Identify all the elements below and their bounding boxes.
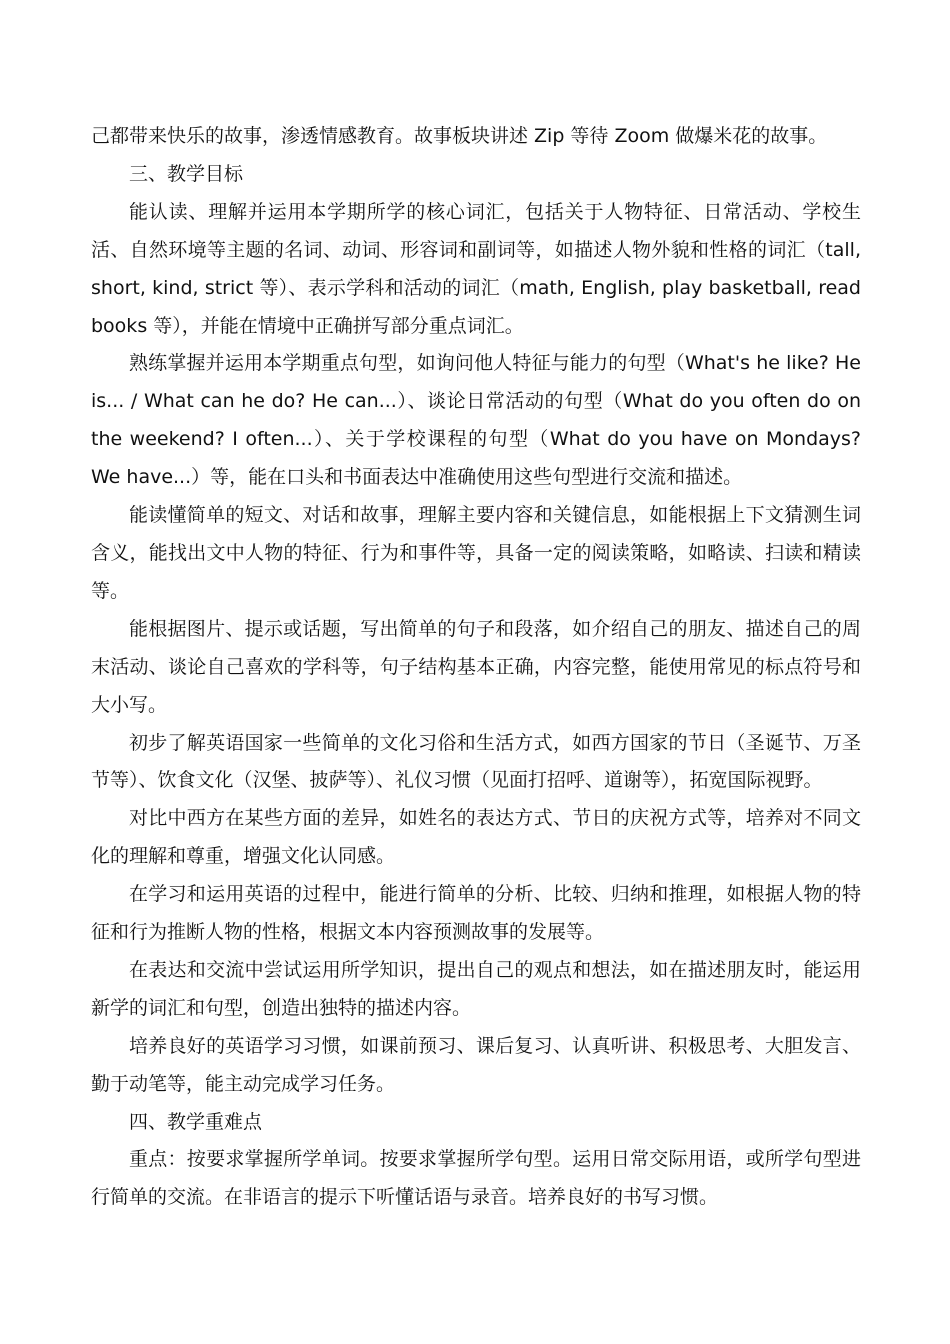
section-heading-teaching-goals: 三、教学目标: [129, 162, 244, 185]
body-paragraph: 培养良好的英语学习习惯，如课前预习、课后复习、认真听讲、积极思考、大胆发言、勤于动笔等，能主动完成学习任务。: [91, 1034, 861, 1095]
body-paragraph: 在表达和交流中尝试运用所学知识，提出自己的观点和想法，如在描述朋友时，能运用新学的词汇和句型，创造出独特的描述内容。: [91, 958, 861, 1019]
body-paragraph: 熟练掌握并运用本学期重点句型，如询问他人特征与能力的句型（What's he like? He is... / What can he do? He can...）、谈论日常活动的句型（What do you often do on the weekend? I often...）、关于学校课程的句型（What do you have on Mondays? We have...）等，能在口头和书面表达中准确使用这些句型进行交流和描述。: [91, 352, 861, 489]
body-paragraph: 对比中西方在某些方面的差异，如姓名的表达方式、节日的庆祝方式等，培养对不同文化的理解和尊重，增强文化认同感。: [91, 807, 861, 868]
body-paragraph: 初步了解英语国家一些简单的文化习俗和生活方式，如西方国家的节日（圣诞节、万圣节等）、饮食文化（汉堡、披萨等）、礼仪习惯（见面打招呼、道谢等），拓宽国际视野。: [91, 731, 861, 792]
section-heading-key-difficult-points: 四、教学重难点: [129, 1110, 263, 1133]
body-paragraph: 重点：按要求掌握所学单词。按要求掌握所学句型。运用日常交际用语，或所学句型进行简单的交流。在非语言的提示下听懂话语与录音。培养良好的书写习惯。: [91, 1148, 861, 1209]
document-body: [91, 118, 861, 1217]
body-paragraph: 己都带来快乐的故事，渗透情感教育。故事板块讲述 Zip 等待 Zoom 做爆米花的故事。: [91, 125, 828, 147]
body-paragraph: 在学习和运用英语的过程中，能进行简单的分析、比较、归纳和推理，如根据人物的特征和行为推断人物的性格，根据文本内容预测故事的发展等。: [91, 883, 861, 944]
body-paragraph: 能根据图片、提示或话题，写出简单的句子和段落，如介绍自己的朋友、描述自己的周末活动、谈论自己喜欢的学科等，句子结构基本正确，内容完整，能使用常见的标点符号和大小写。: [91, 617, 861, 716]
body-paragraph: 能读懂简单的短文、对话和故事，理解主要内容和关键信息，如能根据上下文猜测生词含义，能找出文中人物的特征、行为和事件等，具备一定的阅读策略，如略读、扫读和精读等。: [91, 504, 861, 602]
body-paragraph: 能认读、理解并运用本学期所学的核心词汇，包括关于人物特征、日常活动、学校生活、自然环境等主题的名词、动词、形容词和副词等，如描述人物外貌和性格的词汇（tall, short, kind, strict 等）、表示学科和活动的词汇（math, English, play basketball, read books 等），并能在情境中正确拼写部分重点词汇。: [91, 200, 861, 337]
